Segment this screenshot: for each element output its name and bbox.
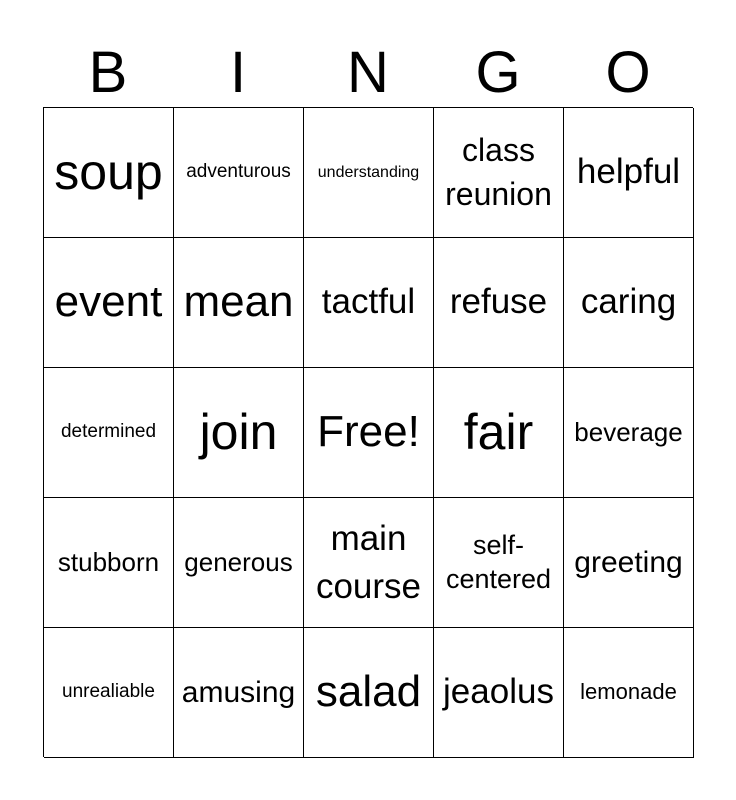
cell-text: beverage	[574, 417, 683, 448]
bingo-cell[interactable]	[174, 368, 304, 498]
cell-text: self- centered	[445, 529, 552, 594]
header-letter-o: O	[605, 40, 651, 105]
cell-text: caring	[580, 282, 677, 322]
bingo-cell[interactable]	[434, 238, 564, 368]
cell-text: jeaolus	[443, 672, 554, 712]
cell-text: understanding	[317, 163, 420, 181]
bingo-cell[interactable]	[564, 368, 694, 498]
free-space: Free!	[317, 407, 420, 457]
cell-text: stubborn	[57, 547, 160, 578]
header-letter-b: B	[88, 40, 128, 105]
cell-text: adventurous	[186, 161, 291, 183]
header-letter-n: N	[347, 40, 389, 105]
cell-text: soup	[54, 144, 163, 200]
cell-text: mean	[183, 277, 294, 327]
cell-text: fair	[463, 404, 534, 460]
bingo-cell[interactable]	[44, 498, 174, 628]
bingo-cell[interactable]	[564, 498, 694, 628]
bingo-cell[interactable]	[304, 628, 434, 758]
bingo-cell[interactable]	[434, 628, 564, 758]
header-letter-i: I	[229, 40, 247, 105]
bingo-cell[interactable]	[434, 498, 564, 628]
bingo-cell[interactable]	[304, 368, 434, 498]
bingo-cell[interactable]	[434, 368, 564, 498]
bingo-cell[interactable]	[44, 238, 174, 368]
bingo-board	[43, 107, 693, 757]
bingo-cell[interactable]	[564, 628, 694, 758]
cell-text: lemonade	[580, 679, 677, 705]
cell-text: amusing	[181, 676, 296, 709]
bingo-cell[interactable]	[174, 628, 304, 758]
cell-text: tactful	[321, 282, 416, 322]
bingo-header	[43, 40, 693, 106]
bingo-cell[interactable]	[564, 238, 694, 368]
bingo-cell[interactable]	[174, 238, 304, 368]
bingo-cell[interactable]	[434, 108, 564, 238]
bingo-cell[interactable]	[304, 498, 434, 628]
cell-text: refuse	[449, 282, 548, 322]
bingo-cell[interactable]	[304, 238, 434, 368]
cell-text: main course	[315, 519, 422, 606]
bingo-cell[interactable]	[44, 368, 174, 498]
bingo-cell[interactable]	[44, 628, 174, 758]
cell-text: unrealiable	[62, 681, 155, 703]
cell-text: event	[54, 277, 163, 327]
cell-text: helpful	[576, 152, 681, 192]
bingo-cell[interactable]	[174, 108, 304, 238]
bingo-cell[interactable]	[44, 108, 174, 238]
cell-text: determined	[60, 421, 157, 443]
cell-text: class reunion	[445, 132, 552, 212]
cell-text: greeting	[574, 546, 683, 579]
bingo-cell[interactable]	[564, 108, 694, 238]
cell-text: generous	[184, 547, 293, 578]
header-letter-g: G	[475, 40, 521, 105]
cell-text: join	[199, 404, 278, 460]
bingo-cell[interactable]	[174, 498, 304, 628]
bingo-cell[interactable]	[304, 108, 434, 238]
cell-text: salad	[315, 667, 422, 717]
